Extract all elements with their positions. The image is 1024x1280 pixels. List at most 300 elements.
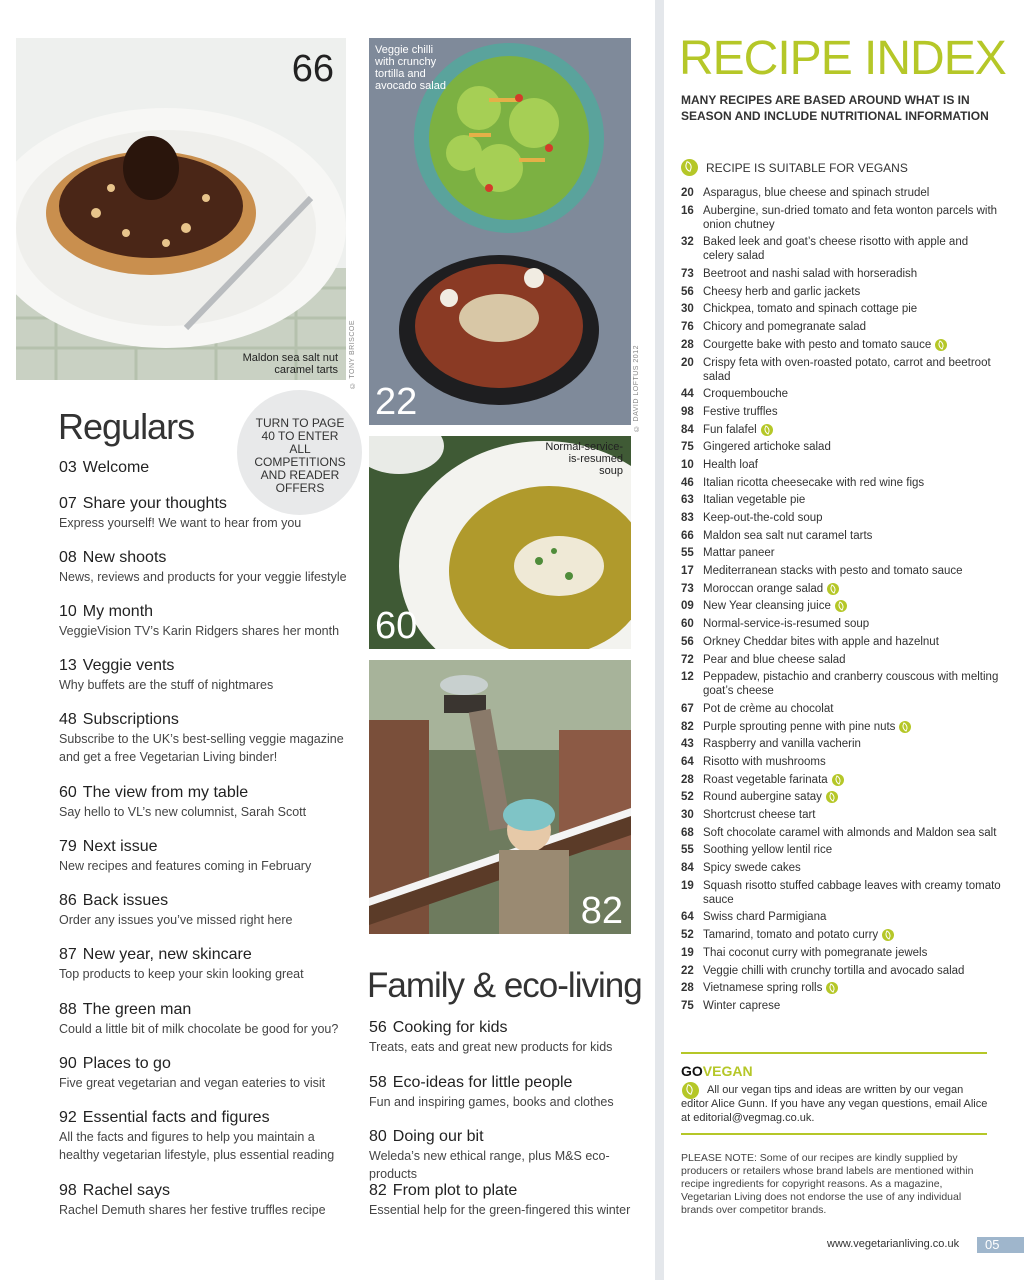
family-item-title: Cooking for kids	[392, 1019, 508, 1036]
recipe-name	[703, 808, 1001, 822]
recipe-name	[703, 476, 1001, 490]
family-item-desc: Weleda’s new ethical range, plus M&S eco-products	[369, 1149, 610, 1181]
recipe-name	[703, 928, 1001, 942]
family-item	[369, 1018, 639, 1056]
recipe-name-text: Roast vegetable farinata	[703, 773, 828, 786]
govegan-top-rule	[681, 1052, 987, 1054]
recipe-entry	[681, 720, 1001, 734]
recipe-page: 17	[681, 565, 694, 578]
recipe-entry	[681, 755, 1001, 769]
vegan-key-label: RECIPE IS SUITABLE FOR VEGANS	[706, 160, 908, 175]
recipe-entry	[681, 599, 1001, 613]
recipe-name	[703, 999, 1001, 1013]
recipe-name	[703, 653, 1001, 667]
regulars-item-page: 90	[59, 1055, 77, 1072]
recipe-name	[703, 493, 1001, 507]
recipe-page: 98	[681, 405, 694, 418]
recipe-entry	[681, 826, 1001, 840]
recipe-entry	[681, 879, 1001, 907]
regulars-item-page: 86	[59, 892, 77, 909]
recipe-entry	[681, 356, 1001, 384]
recipe-entry	[681, 285, 1001, 299]
recipe-name-text: Mattar paneer	[703, 547, 775, 560]
regulars-item-page: 92	[59, 1109, 77, 1126]
recipe-name-text: Moroccan orange salad	[703, 582, 824, 595]
recipe-name	[703, 946, 1001, 960]
chilli-photo	[369, 38, 631, 425]
recipe-name-text: Gingered artichoke salad	[703, 441, 831, 454]
recipe-entry	[681, 981, 1001, 995]
govegan-text-body: All our vegan tips and ideas are written by our vegan editor Alice Gunn. If you have any vegan questions, email Alice at editorial@vegmag.co.uk.	[681, 1084, 988, 1124]
recipe-name-text: Baked leek and goat’s cheese risotto with apple and celery salad	[703, 236, 969, 263]
recipe-page: 84	[681, 862, 694, 875]
regulars-item-heading	[59, 602, 349, 622]
page-number: 05	[977, 1237, 1024, 1253]
regulars-item-page: 07	[59, 495, 77, 512]
recipe-entry	[681, 423, 1001, 437]
recipe-page: 43	[681, 738, 694, 751]
chilli-photo-credit: © DAVID LOFTUS 2012	[633, 345, 640, 432]
recipe-name	[703, 338, 1001, 352]
vegan-leaf-icon	[882, 929, 894, 941]
recipe-page: 46	[681, 476, 694, 489]
chilli-page-number: 22	[375, 381, 418, 423]
recipe-name-text: Round aubergine satay	[703, 791, 822, 804]
regulars-item-title: Next issue	[82, 838, 158, 855]
regulars-item-desc: VeggieVision TV’s Karin Ridgers shares her month	[59, 624, 340, 638]
recipe-name-text: Italian vegetable pie	[703, 494, 806, 507]
vegan-leaf-icon	[935, 339, 947, 351]
recipe-name-text: Croquembouche	[703, 388, 789, 401]
recipe-name-text: Soft chocolate caramel with almonds and Maldon sea salt	[703, 826, 997, 839]
regulars-item-title: The view from my table	[82, 784, 249, 801]
recipe-name	[703, 356, 1001, 384]
recipe-page: 09	[681, 600, 694, 613]
regulars-item-desc: Rachel Demuth shares her festive truffles recipe	[59, 1203, 326, 1217]
vegan-leaf-icon	[761, 424, 773, 436]
recipe-page: 19	[681, 879, 694, 892]
recipe-page: 20	[681, 356, 694, 369]
recipe-name	[703, 790, 1001, 804]
recipe-name-text: Pear and blue cheese salad	[703, 653, 846, 666]
recipe-list	[681, 186, 1001, 1017]
regulars-item-title: Back issues	[82, 892, 169, 909]
recipe-name	[703, 720, 1001, 734]
recipe-name	[703, 879, 1001, 907]
soup-page-number: 60	[375, 605, 418, 647]
recipe-name	[703, 267, 1001, 281]
regulars-item-heading	[59, 1000, 349, 1020]
recipe-name-text: Squash risotto stuffed cabbage leaves with creamy tomato sauce	[703, 879, 1001, 906]
family-item-desc: Essential help for the green-fingered this winter	[369, 1203, 631, 1217]
family-item-title: Doing our bit	[392, 1128, 484, 1145]
recipe-name-text: Courgette bake with pesto and tomato sauce	[703, 338, 932, 351]
recipe-name	[703, 737, 1001, 751]
recipe-entry	[681, 440, 1001, 454]
family-item-title: Eco-ideas for little people	[392, 1074, 573, 1091]
recipe-page: 52	[681, 929, 694, 942]
family-title: Family & eco-living	[367, 966, 642, 1005]
recipe-entry	[681, 204, 1001, 232]
regulars-item-heading	[59, 656, 349, 676]
recipe-page: 83	[681, 512, 694, 524]
govegan-text	[681, 1083, 991, 1125]
recipe-entry	[681, 737, 1001, 751]
recipe-entry	[681, 964, 1001, 978]
bird-feeder-photo	[369, 660, 631, 934]
vegan-leaf-icon	[832, 774, 844, 786]
regulars-item-desc: Say hello to VL’s new columnist, Sarah Scott	[59, 805, 307, 819]
regulars-item-title: The green man	[82, 1001, 192, 1018]
recipe-entry	[681, 476, 1001, 490]
recipe-entry	[681, 653, 1001, 667]
recipe-entry	[681, 843, 1001, 857]
recipe-page: 63	[681, 494, 694, 507]
recipe-name-text: Vietnamese spring rolls	[703, 982, 823, 995]
regulars-item-title: Rachel says	[82, 1182, 170, 1199]
recipe-name-text: Cheesy herb and garlic jackets	[703, 285, 861, 298]
website-url: www.vegetarianliving.co.uk	[827, 1238, 960, 1250]
recipe-name	[703, 235, 1001, 263]
recipe-name	[703, 861, 1001, 875]
recipe-name	[703, 186, 1001, 200]
recipe-name	[703, 546, 1001, 560]
regulars-item-title: Veggie vents	[82, 657, 175, 674]
disclaimer-note: PLEASE NOTE: Some of our recipes are kindly supplied by producers or retailers whose brand labels are mentioned within recipe ingredients for copyright reasons. As a magazine, Vegetarian Living does not endorse the use of any individual brands over competitor brands.	[681, 1152, 974, 1216]
recipe-name	[703, 320, 1001, 334]
regulars-item-title: Places to go	[82, 1055, 171, 1072]
recipe-page: 56	[681, 635, 694, 648]
page-gutter	[655, 0, 664, 1280]
recipe-entry	[681, 302, 1001, 316]
regulars-item-heading	[59, 945, 349, 965]
regulars-item-title: New shoots	[82, 549, 167, 566]
regulars-item-page: 88	[59, 1001, 77, 1018]
recipe-page: 56	[681, 285, 694, 298]
regulars-item-title: Subscriptions	[82, 711, 179, 728]
recipe-name	[703, 843, 1001, 857]
recipe-page: 28	[681, 338, 694, 351]
vegan-leaf-icon	[681, 159, 698, 176]
recipe-entry	[681, 808, 1001, 822]
recipe-name-text: Risotto with mushrooms	[703, 755, 826, 768]
recipe-page: 73	[681, 582, 694, 595]
regulars-item-desc: Subscribe to the UK’s best-selling veggie magazine and get a free Vegetarian Living binder!	[59, 732, 344, 764]
regulars-item	[59, 783, 349, 821]
regulars-item-heading	[59, 458, 349, 478]
recipe-entry	[681, 635, 1001, 649]
recipe-name-text: Mediterranean stacks with pesto and tomato sauce	[703, 565, 963, 578]
recipe-entry	[681, 320, 1001, 334]
family-item-heading	[369, 1181, 639, 1201]
recipe-name	[703, 964, 1001, 978]
recipe-name-text: Beetroot and nashi salad with horseradish	[703, 268, 918, 281]
regulars-item-page: 87	[59, 946, 77, 963]
soup-photo	[369, 436, 631, 649]
recipe-name	[703, 910, 1001, 924]
recipe-entry	[681, 186, 1001, 200]
recipe-entry	[681, 267, 1001, 281]
recipe-name-text: Winter caprese	[703, 999, 781, 1012]
recipe-entry	[681, 861, 1001, 875]
recipe-name-text: Thai coconut curry with pomegranate jewels	[703, 946, 928, 959]
recipe-name	[703, 617, 1001, 631]
regulars-item-title: Essential facts and figures	[82, 1109, 270, 1126]
regulars-item	[59, 1181, 349, 1219]
recipe-entry	[681, 999, 1001, 1013]
regulars-item	[59, 1054, 349, 1092]
recipe-name-text: New Year cleansing juice	[703, 600, 831, 613]
recipe-name	[703, 773, 1001, 787]
vegan-leaf-icon	[835, 600, 847, 612]
recipe-name-text: Veggie chilli with crunchy tortilla and avocado salad	[703, 964, 965, 977]
recipe-name-text: Normal-service-is-resumed soup	[703, 618, 870, 631]
recipe-name-text: Peppadew, pistachio and cranberry couscous with melting goat’s cheese	[703, 671, 999, 698]
govegan-heading	[681, 1063, 753, 1079]
recipe-page: 68	[681, 826, 694, 839]
regulars-item	[59, 1108, 349, 1164]
recipe-entry	[681, 529, 1001, 543]
recipe-name	[703, 302, 1001, 316]
recipe-page: 28	[681, 982, 694, 995]
recipe-page: 82	[681, 720, 694, 733]
recipe-entry	[681, 564, 1001, 578]
recipe-page: 76	[681, 321, 694, 334]
recipe-entry	[681, 511, 1001, 525]
recipe-page: 28	[681, 773, 694, 786]
regulars-item-page: 48	[59, 711, 77, 728]
recipe-page: 84	[681, 423, 694, 436]
recipe-name	[703, 582, 1001, 596]
recipe-index-title: RECIPE INDEX	[679, 32, 1006, 85]
recipe-entry	[681, 387, 1001, 401]
regulars-item-page: 10	[59, 603, 77, 620]
chilli-caption: Veggie chilli with crunchy tortilla and avocado salad	[375, 44, 446, 92]
chilli-photo-art	[369, 38, 631, 425]
recipe-name	[703, 285, 1001, 299]
recipe-name-text: Pot de crème au chocolat	[703, 702, 834, 715]
recipe-name	[703, 826, 1001, 840]
regulars-item-desc: Top products to keep your skin looking great	[59, 967, 304, 981]
regulars-item-heading	[59, 548, 349, 568]
govegan-go: GO	[681, 1063, 703, 1079]
recipe-name-text: Tamarind, tomato and potato curry	[703, 929, 879, 942]
recipe-page: 12	[681, 671, 694, 684]
vegan-leaf-icon	[899, 721, 911, 733]
family-item	[369, 1127, 639, 1183]
recipe-name-text: Keep-out-the-cold soup	[703, 512, 823, 524]
recipe-name-text: Purple sprouting penne with pine nuts	[703, 720, 896, 733]
recipe-name	[703, 405, 1001, 419]
recipe-page: 60	[681, 618, 694, 631]
regulars-item	[59, 710, 349, 766]
govegan-vegan: VEGAN	[702, 1063, 753, 1079]
recipe-name	[703, 511, 1001, 525]
family-item-heading	[369, 1018, 639, 1038]
family-item	[369, 1073, 639, 1111]
regulars-item	[59, 602, 349, 640]
recipe-entry	[681, 582, 1001, 596]
regulars-item-page: 13	[59, 657, 77, 674]
vegan-key	[681, 159, 908, 176]
recipe-entry	[681, 790, 1001, 804]
regulars-item	[59, 656, 349, 694]
recipe-name	[703, 458, 1001, 472]
recipe-page: 75	[681, 441, 694, 454]
recipe-name-text: Crispy feta with oven-roasted potato, carrot and beetroot salad	[703, 356, 991, 383]
tart-photo	[16, 38, 346, 380]
govegan-bottom-rule	[681, 1133, 987, 1135]
regulars-item-desc: Order any issues you’ve missed right here	[59, 913, 293, 927]
regulars-title: Regulars	[58, 406, 195, 447]
regulars-item-desc: New recipes and features coming in February	[59, 859, 312, 873]
recipe-page: 66	[681, 529, 694, 542]
recipe-entry	[681, 617, 1001, 631]
recipe-name	[703, 204, 1001, 232]
recipe-entry	[681, 910, 1001, 924]
regulars-item-page: 98	[59, 1182, 77, 1199]
regulars-item-desc: Five great vegetarian and vegan eateries to visit	[59, 1076, 326, 1090]
recipe-index-subtitle: MANY RECIPES ARE BASED AROUND WHAT IS IN SEASON AND INCLUDE NUTRITIONAL INFORMATION	[681, 93, 989, 123]
regulars-item-desc: News, reviews and products for your veggie lifestyle	[59, 570, 347, 584]
recipe-name	[703, 440, 1001, 454]
regulars-item-desc: Could a little bit of milk chocolate be good for you?	[59, 1022, 339, 1036]
regulars-item-heading	[59, 494, 349, 514]
tart-caption: Maldon sea salt nut caramel tarts	[242, 352, 338, 376]
vegan-leaf-icon	[827, 583, 839, 595]
regulars-item	[59, 548, 349, 586]
recipe-page: 52	[681, 791, 694, 804]
regulars-item-heading	[59, 891, 349, 911]
recipe-page: 44	[681, 388, 694, 401]
recipe-entry	[681, 702, 1001, 716]
family-item-page: 80	[369, 1128, 387, 1145]
regulars-item-page: 03	[59, 459, 77, 476]
regulars-item-page: 79	[59, 838, 77, 855]
tart-photo-credit: © TONY BRISCOE	[349, 320, 356, 389]
recipe-entry	[681, 773, 1001, 787]
recipe-name	[703, 423, 1001, 437]
regulars-item-heading	[59, 837, 349, 857]
recipe-name	[703, 564, 1001, 578]
regulars-item-page: 60	[59, 784, 77, 801]
recipe-name	[703, 670, 1001, 698]
regulars-item	[59, 1000, 349, 1038]
recipe-name-text: Chicory and pomegranate salad	[703, 321, 867, 334]
recipe-name-text: Soothing yellow lentil rice	[703, 844, 833, 857]
recipe-name-text: Spicy swede cakes	[703, 862, 801, 875]
family-item-desc: Treats, eats and great new products for kids	[369, 1040, 613, 1054]
recipe-page: 55	[681, 844, 694, 857]
recipe-entry	[681, 670, 1001, 698]
recipe-name-text: Maldon sea salt nut caramel tarts	[703, 529, 873, 542]
recipe-page: 30	[681, 809, 694, 821]
regulars-item	[59, 458, 349, 478]
recipe-name	[703, 755, 1001, 769]
recipe-name-text: Aubergine, sun-dried tomato and feta wonton parcels with onion chutney	[703, 204, 998, 231]
recipe-page: 10	[681, 458, 694, 471]
recipe-name-text: Swiss chard Parmigiana	[703, 911, 827, 924]
recipe-name-text: Chickpea, tomato and spinach cottage pie	[703, 303, 918, 316]
recipe-name	[703, 702, 1001, 716]
recipe-page: 55	[681, 547, 694, 560]
recipe-entry	[681, 405, 1001, 419]
recipe-name-text: Health loaf	[703, 458, 758, 471]
regulars-item-heading	[59, 1054, 349, 1074]
recipe-entry	[681, 458, 1001, 472]
family-item	[369, 1181, 639, 1219]
recipe-page: 16	[681, 204, 694, 217]
recipe-entry	[681, 493, 1001, 507]
recipe-name	[703, 981, 1001, 995]
recipe-name	[703, 635, 1001, 649]
regulars-item-heading	[59, 1181, 349, 1201]
regulars-item-desc: Express yourself! We want to hear from you	[59, 516, 302, 530]
regulars-item-desc: All the facts and figures to help you maintain a healthy vegetarian lifestyle, plus essential reading	[59, 1130, 335, 1162]
regulars-item-title: New year, new skincare	[82, 946, 252, 963]
family-item-page: 56	[369, 1019, 387, 1036]
regulars-item-title: My month	[82, 603, 154, 620]
recipe-name	[703, 599, 1001, 613]
recipe-page: 73	[681, 268, 694, 281]
family-item-heading	[369, 1127, 639, 1147]
regulars-item	[59, 494, 349, 532]
recipe-page: 20	[681, 187, 694, 199]
regulars-item-title: Share your thoughts	[82, 495, 227, 512]
recipe-entry	[681, 946, 1001, 960]
regulars-item-heading	[59, 1108, 349, 1128]
recipe-name	[703, 387, 1001, 401]
regulars-item-page: 08	[59, 549, 77, 566]
regulars-item	[59, 891, 349, 929]
tart-page-number: 66	[291, 48, 334, 90]
vegan-leaf-icon	[826, 791, 838, 803]
recipe-name-text: Asparagus, blue cheese and spinach strudel	[703, 187, 930, 199]
soup-caption: Normal-service-is-resumed soup	[545, 441, 623, 477]
regulars-item-title: Welcome	[82, 459, 150, 476]
recipe-page: 67	[681, 702, 694, 715]
recipe-name-text: Orkney Cheddar bites with apple and hazelnut	[703, 635, 939, 648]
recipe-name-text: Festive truffles	[703, 405, 778, 418]
recipe-name	[703, 529, 1001, 543]
recipe-page: 64	[681, 911, 694, 924]
family-item-page: 58	[369, 1074, 387, 1091]
recipe-name-text: Fun falafel	[703, 423, 757, 436]
family-item-page: 82	[369, 1182, 387, 1199]
recipe-page: 19	[681, 946, 694, 959]
recipe-page: 64	[681, 755, 694, 768]
recipe-page: 75	[681, 999, 694, 1012]
competitions-badge-text: TURN TO PAGE 40 TO ENTER ALL COMPETITIONS AND READER OFFERS	[254, 416, 346, 495]
bird-page-number: 82	[580, 890, 623, 932]
recipe-page: 32	[681, 236, 694, 249]
recipe-entry	[681, 546, 1001, 560]
regulars-item	[59, 837, 349, 875]
family-item-title: From plot to plate	[392, 1182, 518, 1199]
recipe-name-text: Shortcrust cheese tart	[703, 809, 816, 821]
recipe-page: 72	[681, 653, 694, 666]
regulars-item-desc: Why buffets are the stuff of nightmares	[59, 678, 274, 692]
family-item-desc: Fun and inspiring games, books and clothes	[369, 1095, 614, 1109]
recipe-page: 30	[681, 303, 694, 316]
regulars-item-heading	[59, 783, 349, 803]
regulars-item-heading	[59, 710, 349, 730]
recipe-entry	[681, 338, 1001, 352]
recipe-page: 22	[681, 964, 694, 977]
vegan-leaf-icon	[826, 982, 838, 994]
recipe-entry	[681, 928, 1001, 942]
recipe-name-text: Raspberry and vanilla vacherin	[703, 738, 861, 751]
